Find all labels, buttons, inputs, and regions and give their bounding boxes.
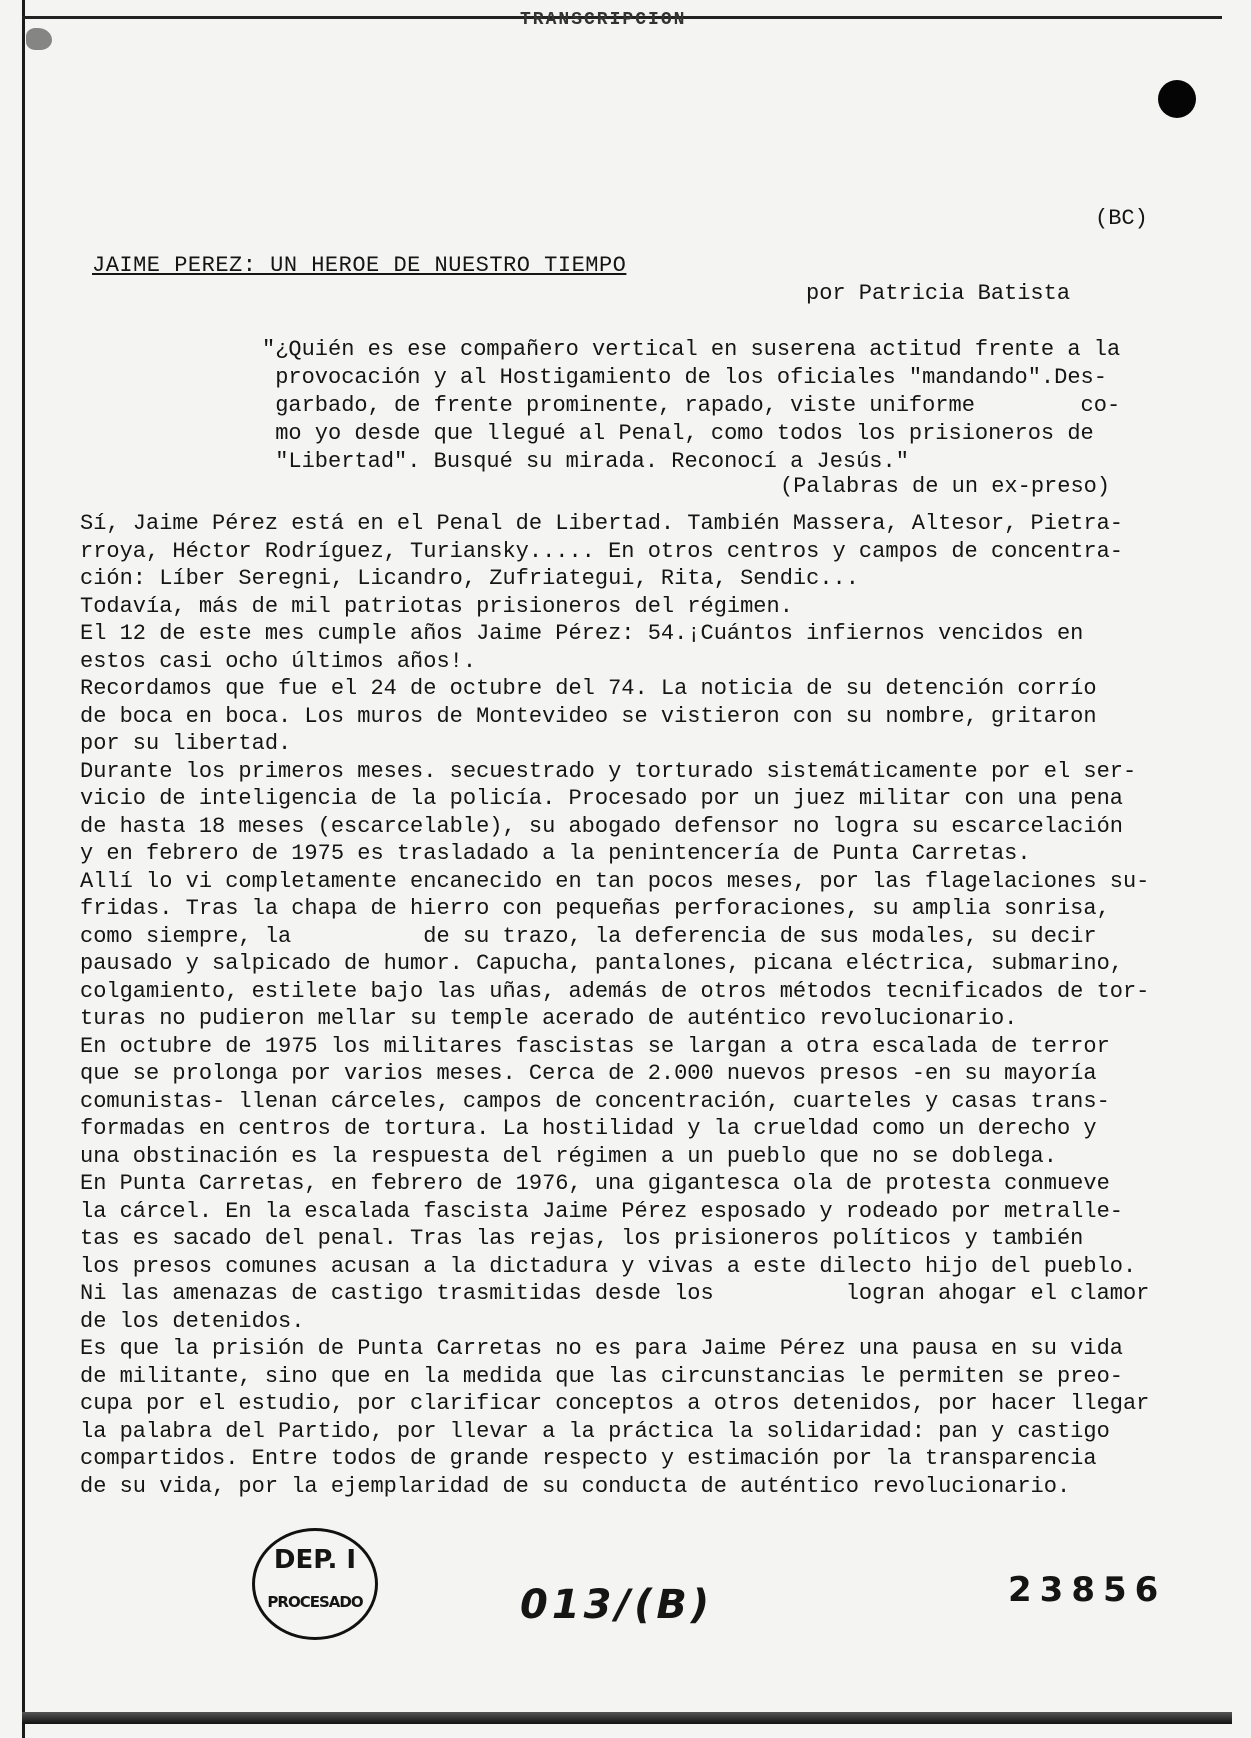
procesado-stamp (252, 1528, 378, 1640)
body-line: de militante, sino que en la medida que las circunstancias le permiten se preo- (80, 1363, 1123, 1389)
stamp-dept: DEP. I (273, 1545, 357, 1575)
body-line: vicio de inteligencia de la policía. Procesado por un juez militar con una pena (80, 786, 1123, 811)
document-code: 013/(B) (520, 1582, 714, 1628)
body-line: rroya, Héctor Rodríguez, Turiansky..... En otros centros y campos de concentra- (80, 538, 1123, 564)
body-line: comunistas- llenan cárceles, campos de concentración, cuarteles y casas trans- (80, 1088, 1110, 1114)
epigraph-line: "¿Quién es ese compañero vertical en suserena actitud frente a la (262, 337, 1121, 362)
body-line: los presos comunes acusan a la dictadura y vivas a este dilecto hijo del pueblo. (80, 1253, 1137, 1279)
epigraph-line: garbado, de frente prominente, rapado, viste uniforme co- (262, 393, 1121, 418)
body-line: que se prolonga por varios meses. Cerca de 2.000 nuevos presos -en su mayoría (80, 1061, 1097, 1086)
body-line: Ni las amenazas de castigo trasmitidas desde los logran ahogar el clamor (80, 1281, 1150, 1306)
document-number: 23856 (1008, 1570, 1167, 1610)
epigraph-attribution: (Palabras de un ex-preso) (780, 474, 1111, 499)
epigraph (262, 336, 1202, 476)
body-line: Recordamos que fue el 24 de octubre del 74. La noticia de su detención corrío (80, 676, 1097, 701)
epigraph-line: provocación y al Hostigamiento de los oficiales "mandando".Des- (262, 365, 1107, 390)
body-line: turas no pudieron mellar su temple acerado de auténtico revolucionario. (80, 1006, 1018, 1031)
body-line: ción: Líber Seregni, Licandro, Zufriategui, Rita, Sendic... (80, 566, 859, 591)
body-line: En Punta Carretas, en febrero de 1976, una gigantesca ola de protesta conmueve (80, 1171, 1110, 1196)
body-line: cupa por el estudio, por clarificar conceptos a otros detenidos, por hacer llegar (80, 1391, 1150, 1416)
body-line: tas es sacado del penal. Tras las rejas, los prisioneros políticos y también (80, 1226, 1084, 1251)
body-line: de su vida, por la ejemplaridad de su conducta de auténtico revolucionario. (80, 1473, 1071, 1499)
body-line: de boca en boca. Los muros de Montevideo se vistieron con su nombre, gritaron (80, 703, 1097, 729)
body-line: pausado y salpicado de humor. Capucha, pantalones, picana eléctrica, submarino, (80, 951, 1123, 976)
body-line: compartidos. Entre todos de grande respecto y estimación por la transparencia (80, 1446, 1097, 1471)
body-line: En octubre de 1975 los militares fascistas se largan a otra escalada de terror (80, 1033, 1110, 1059)
body-line: la cárcel. En la escalada fascista Jaime Pérez esposado y rodeado por metralle- (80, 1198, 1123, 1224)
body-line: la palabra del Partido, por llevar a la práctica la solidaridad: pan y castigo (80, 1418, 1110, 1444)
body-line: fridas. Tras la chapa de hierro con pequeñas perforaciones, su amplia sonrisa, (80, 896, 1110, 921)
body-line: El 12 de este mes cumple años Jaime Pérez: 54.¡Cuántos infiernos vencidos en (80, 621, 1084, 646)
body-line: estos casi ocho últimos años!. (80, 648, 477, 674)
body-line: de los detenidos. (80, 1308, 305, 1334)
body-line: y en febrero de 1975 es trasladado a la penintencería de Punta Carretas. (80, 841, 1031, 866)
body-line: Es que la prisión de Punta Carretas no es para Jaime Pérez una pausa en su vida (80, 1336, 1123, 1361)
epigraph-line: mo yo desde que llegué al Penal, como todos los prisioneros de (262, 421, 1094, 446)
article-byline: por Patricia Batista (806, 281, 1071, 306)
body-line: formadas en centros de tortura. La hostilidad y la crueldad como un derecho y (80, 1116, 1097, 1141)
body-line: una obstinación es la respuesta del régimen a un pueblo que no se doblega. (80, 1143, 1057, 1169)
corner-blot (26, 28, 52, 50)
body-line: Allí lo vi completamente encanecido en tan pocos meses, por las flagelaciones su- (80, 868, 1150, 894)
header-strip: TRANSCRIPCION (520, 10, 687, 30)
body-line: como siempre, la de su trazo, la deferencia de sus modales, su decir (80, 923, 1097, 949)
body-line: Todavía, más de mil patriotas prisioneros del régimen. (80, 593, 793, 619)
article-body (80, 510, 1205, 1500)
body-line: colgamiento, estilete bajo las uñas, además de otros métodos tecnificados de tor- (80, 978, 1150, 1004)
reference-code: (BC) (1095, 206, 1148, 231)
epigraph-line: "Libertad". Busqué su mirada. Reconocí a Jesús." (262, 449, 909, 474)
body-line: Durante los primeros meses. secuestrado y torturado sistemáticamente por el ser- (80, 758, 1137, 784)
scan-bottom-edge (22, 1712, 1232, 1724)
body-line: de hasta 18 meses (escarcelable), su abogado defensor no logra su escarcelación (80, 813, 1123, 839)
article-title: JAIME PEREZ: UN HEROE DE NUESTRO TIEMPO (92, 253, 627, 278)
body-line: Sí, Jaime Pérez está en el Penal de Libertad. También Massera, Altesor, Pietra- (80, 511, 1123, 536)
punch-hole (1158, 80, 1196, 118)
stamp-status: PROCESADO (267, 1593, 363, 1611)
body-line: por su libertad. (80, 731, 292, 756)
scan-left-edge (22, 0, 25, 1738)
